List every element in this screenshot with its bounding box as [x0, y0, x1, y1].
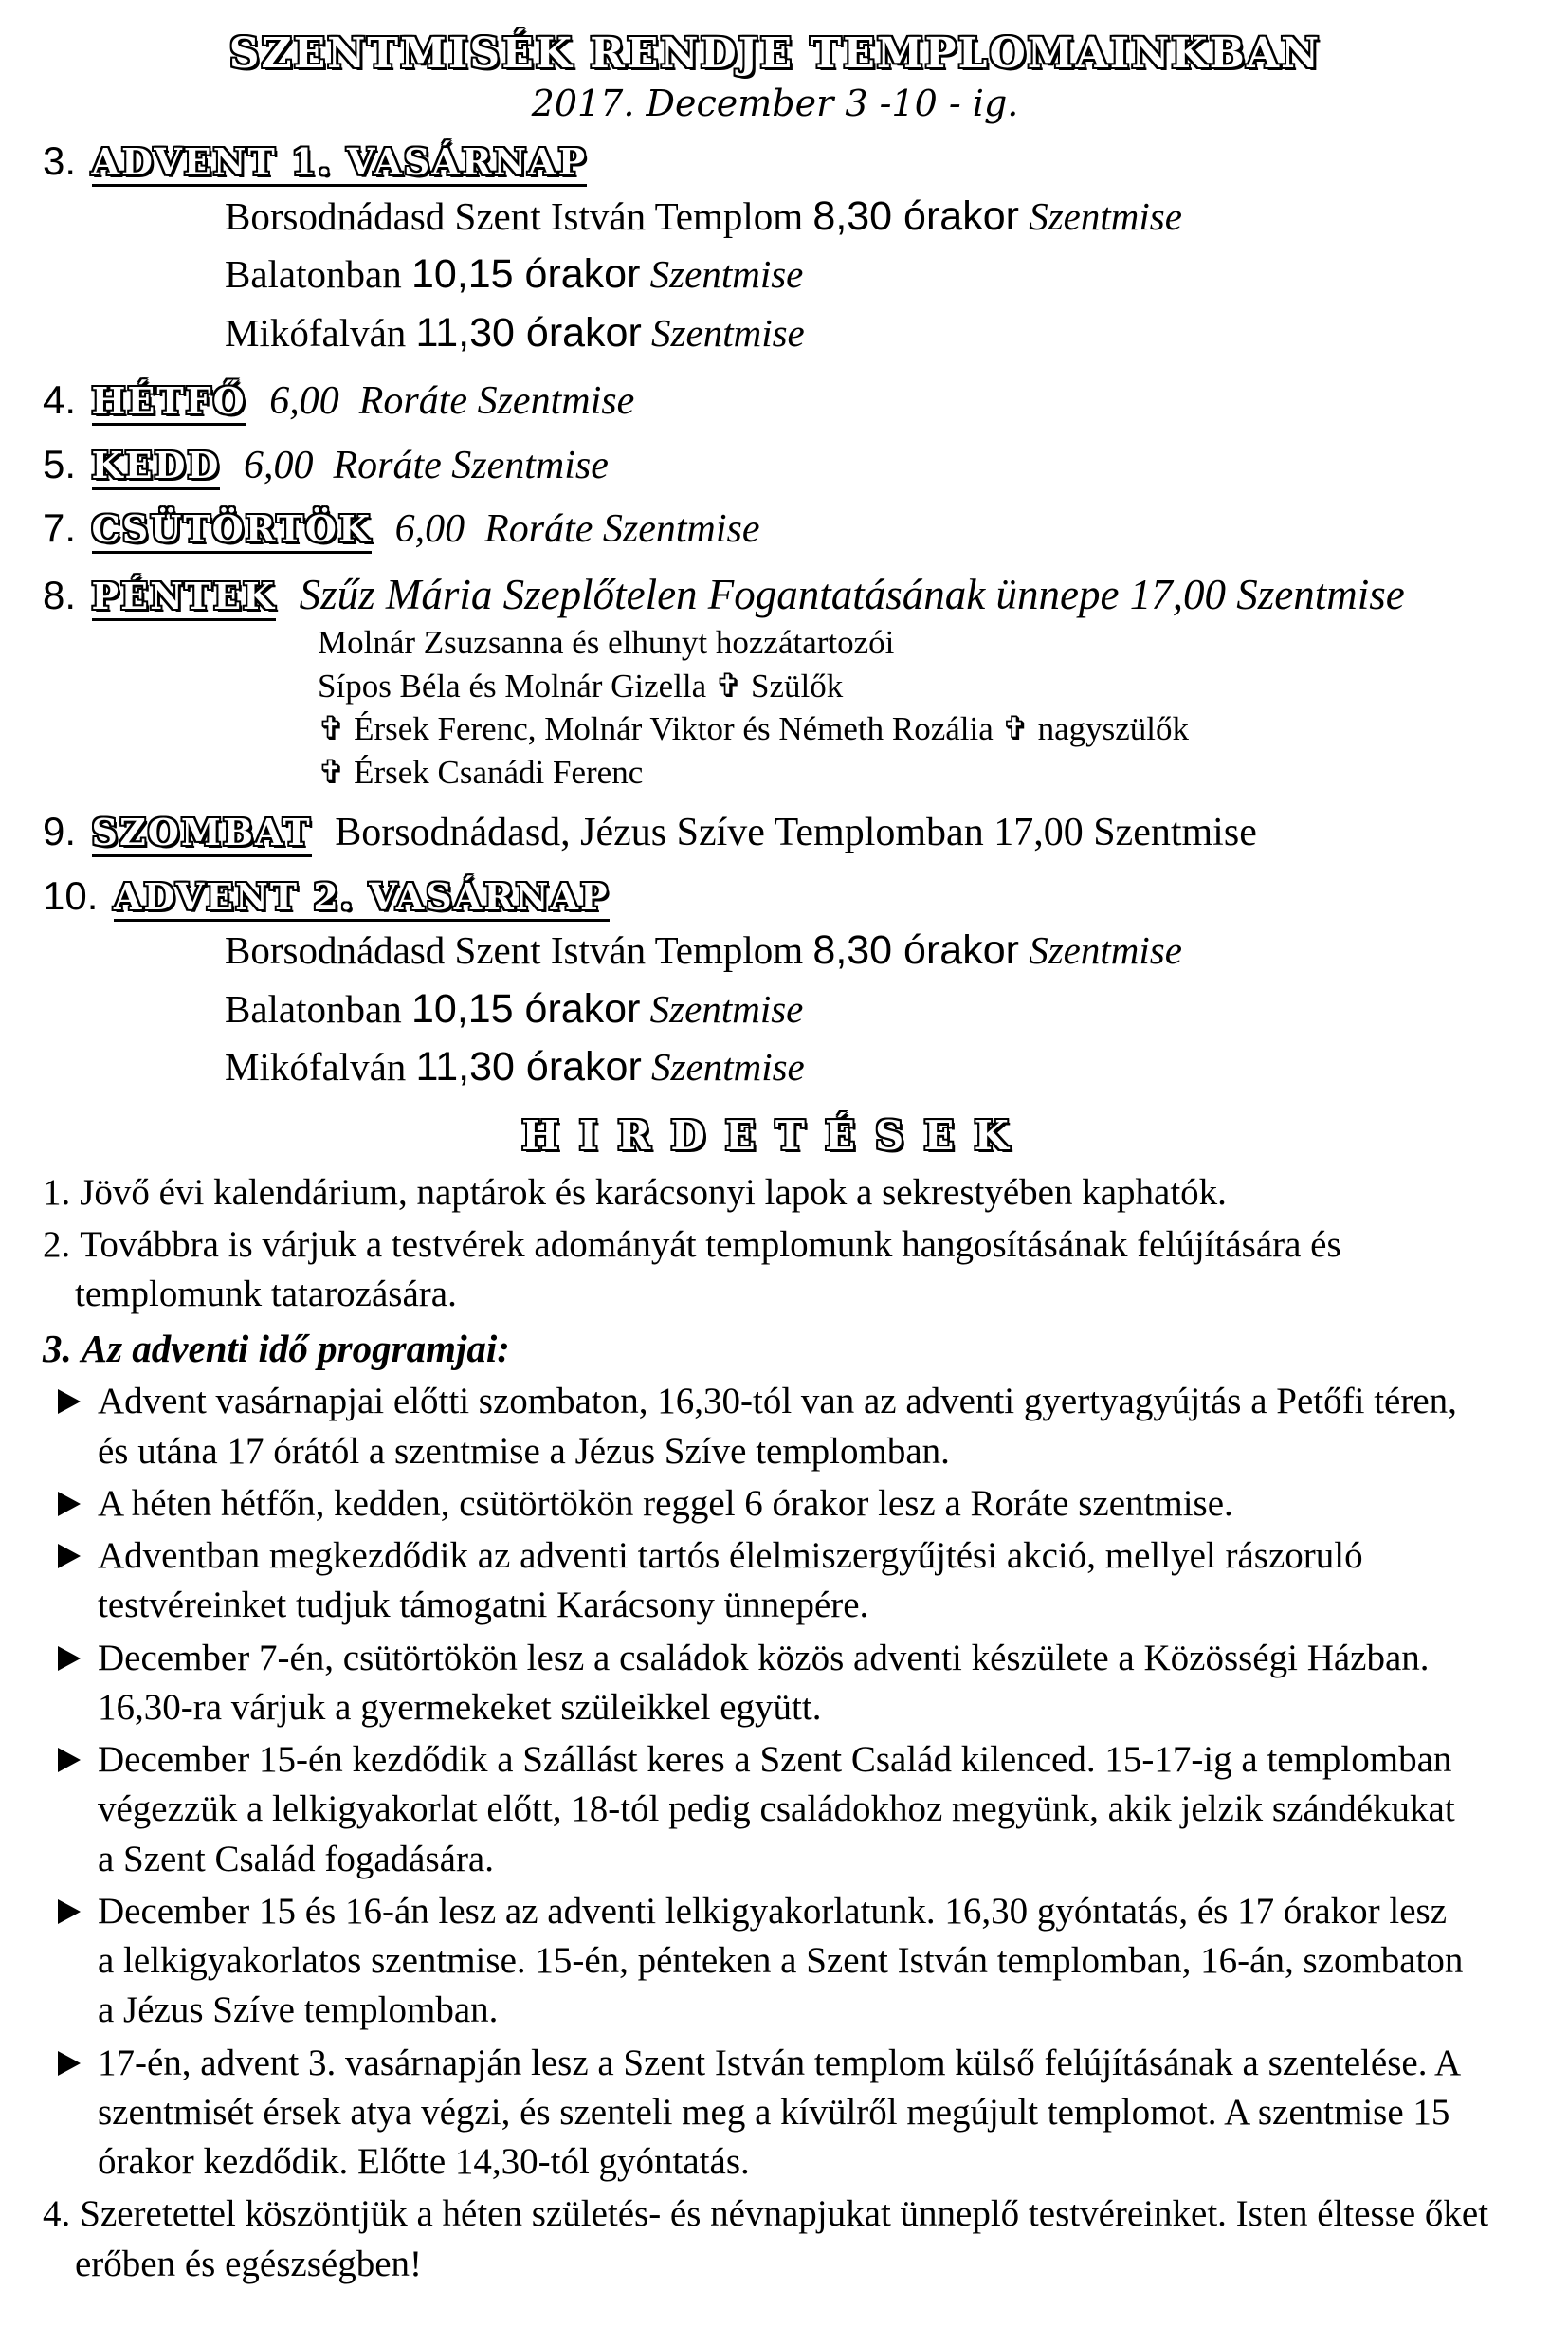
day-name: PÉNTEK — [92, 575, 277, 621]
mass-place: Balatonban — [225, 986, 402, 1031]
announcement-item — [43, 1220, 1507, 1320]
announcement-item — [43, 1168, 1507, 1218]
program-bullet — [58, 1377, 1469, 1476]
arrowhead-bullet-icon — [58, 1544, 81, 1568]
day-number: 5. — [43, 441, 77, 486]
mass-line — [225, 1038, 1507, 1096]
mass-time: 11,30 órakor — [415, 1044, 642, 1090]
announcement-number: 3. — [43, 1326, 72, 1370]
announcements-heading: HIRDETÉSEK — [521, 1111, 1029, 1159]
bullet-text: 17-én, advent 3. vasárnapján lesz a Szent István templom külső felújításának a szentelése. A szentmisét érsek atya végzi, és szenteli meg a kívülről megújult templomot. A szentmise 15 órakor kezdődik. Előtte 14,30-tól gyóntatás. — [98, 2042, 1460, 2183]
arrowhead-bullet-icon — [58, 2051, 81, 2076]
bullet-text: December 15-én kezdődik a Szállást keres a Szent Család kilenced. 15-17-ig a templomban végezzük a lelkigyakorlat előtt, 18-tól pedig családokhoz megyünk, akik jelzik szándékukat a Szent Család fogadására. — [98, 1739, 1455, 1879]
mass-kind: Szentmise — [651, 1045, 805, 1090]
program-bullet — [58, 1887, 1469, 2036]
day-number: 4. — [43, 377, 77, 423]
program-bullet — [58, 1735, 1469, 1884]
mass-kind: Szentmise — [649, 986, 804, 1031]
announcement-number: 1. — [43, 1171, 71, 1213]
program-bullet — [58, 1531, 1469, 1631]
announcement-text: Jövő évi kalendárium, naptárok és karácsonyi lapok a sekrestyében kaphatók. — [80, 1171, 1227, 1213]
day-number: 9. — [43, 809, 77, 854]
announcement-number: 2. — [43, 1224, 71, 1266]
day-name: HÉTFŐ — [92, 379, 246, 426]
mass-kind: Szentmise — [649, 252, 804, 297]
mass-time: 8,30 órakor — [812, 192, 1019, 239]
mass-line — [225, 304, 1507, 362]
document-title: SZENTMISÉK RENDJE TEMPLOMAINKBAN — [228, 29, 1322, 78]
mass-time: 11,30 órakor — [415, 309, 642, 356]
mass-line — [225, 922, 1507, 980]
day-number: 8. — [43, 572, 77, 617]
schedule-entry-heading — [43, 807, 1507, 858]
day-detail: 6,00 Roráte Szentmise — [394, 507, 760, 552]
schedule-entry-heading — [43, 504, 1507, 555]
mass-place: Mikófalván — [225, 1045, 407, 1090]
mass-place: Borsodnádasd Szent István Templom — [225, 928, 804, 973]
bullet-text: Advent vasárnapjai előtti szombaton, 16,30-tól van az adventi gyertyagyújtás a Petőfi téren, és utána 17 órától a szentmise a Jézus Szíve templomban. — [98, 1381, 1457, 1472]
program-bullet — [58, 1479, 1469, 1529]
day-detail: Szűz Mária Szeplőtelen Fogantatásának ünnepe 17,00 Szentmise — [299, 570, 1405, 618]
mass-kind: Szentmise — [1029, 928, 1182, 973]
date-range: 2017. December 3 -10 - ig. — [531, 82, 1019, 124]
arrowhead-bullet-icon — [58, 1646, 81, 1671]
day-number: 7. — [43, 505, 77, 551]
mass-place: Borsodnádasd Szent István Templom — [225, 193, 804, 238]
mass-place: Balatonban — [225, 252, 402, 297]
mass-line — [225, 246, 1507, 303]
mass-place: Mikófalván — [225, 310, 407, 355]
announcement-text: Szeretettel köszöntjük a héten születés- és névnapjukat ünneplő testvéreinket. Isten éltesse őket erőben és egészségben! — [75, 2193, 1489, 2284]
announcement-text: Az adventi idő programjai: — [81, 1326, 510, 1370]
mass-intention: Molnár Zsuzsanna és elhunyt hozzátartozói — [318, 624, 895, 662]
arrowhead-bullet-icon — [58, 1899, 81, 1924]
arrowhead-bullet-icon — [58, 1748, 81, 1772]
announcement-number: 4. — [43, 2193, 71, 2235]
mass-line — [225, 980, 1507, 1038]
bullet-text: Adventban megkezdődik az adventi tartós élelmiszergyűjtési akció, mellyel rászoruló testvéreinket tudjuk támogatni Karácsony ünnepére. — [98, 1535, 1363, 1626]
day-detail: 6,00 Roráte Szentmise — [269, 379, 635, 424]
mass-kind: Szentmise — [1029, 193, 1182, 238]
schedule-entry-heading — [43, 376, 1507, 427]
day-name: SZOMBAT — [92, 811, 312, 857]
mass-intention: ✞ Érsek Csanádi Ferenc — [318, 753, 644, 791]
bullet-text: A héten hétfőn, kedden, csütörtökön reggel 6 órakor lesz a Roráte szentmise. — [98, 1482, 1233, 1524]
mass-intention: ✞ Érsek Ferenc, Molnár Viktor és Németh Rozália ✞ nagyszülők — [318, 710, 1190, 748]
day-name: ADVENT 1. VASÁRNAP — [92, 140, 588, 187]
schedule-entry-heading — [43, 137, 1507, 188]
day-name: CSÜTÖRTÖK — [92, 507, 373, 554]
day-name: ADVENT 2. VASÁRNAP — [114, 875, 610, 922]
schedule-entry-heading — [43, 568, 1507, 622]
day-number: 10. — [43, 872, 99, 918]
mass-time: 10,15 órakor — [410, 985, 641, 1032]
program-bullet — [58, 1634, 1469, 1733]
mass-time: 8,30 órakor — [812, 927, 1019, 974]
mass-intention: Sípos Béla és Molnár Gizella ✞ Szülők — [318, 667, 844, 705]
announcement-item — [43, 1323, 1507, 1375]
mass-kind: Szentmise — [651, 310, 805, 355]
bullet-text: December 15 és 16-án lesz az adventi lelkigyakorlatunk. 16,30 gyóntatás, és 17 órakor lesz a lelkigyakorlatos szentmise. 15-én, pénteken a Szent István templomban, 16-án, szombaton a Jézus Szíve templomban. — [98, 1890, 1464, 2031]
arrowhead-bullet-icon — [58, 1389, 81, 1414]
mass-time: 10,15 órakor — [410, 251, 641, 298]
announcement-text: Továbbra is várjuk a testvérek adományát templomunk hangosításának felújítására és templomunk tatarozására. — [75, 1224, 1341, 1315]
schedule-entry-heading — [43, 440, 1507, 491]
bullet-text: December 7-én, csütörtökön lesz a családok közös adventi készülete a Közösségi Házban. 16,30-ra várjuk a gyermekeket szüleikkel együtt. — [98, 1637, 1430, 1728]
program-bullet — [58, 2039, 1469, 2188]
day-detail: Borsodnádasd, Jézus Szíve Templomban 17,00 Szentmise — [335, 811, 1257, 855]
announcement-item — [43, 2190, 1507, 2289]
schedule-entry-heading — [43, 871, 1507, 923]
day-name: KEDD — [92, 444, 221, 490]
day-detail: 6,00 Roráte Szentmise — [243, 443, 609, 487]
day-number: 3. — [43, 138, 77, 184]
mass-line — [225, 188, 1507, 246]
arrowhead-bullet-icon — [58, 1492, 81, 1516]
